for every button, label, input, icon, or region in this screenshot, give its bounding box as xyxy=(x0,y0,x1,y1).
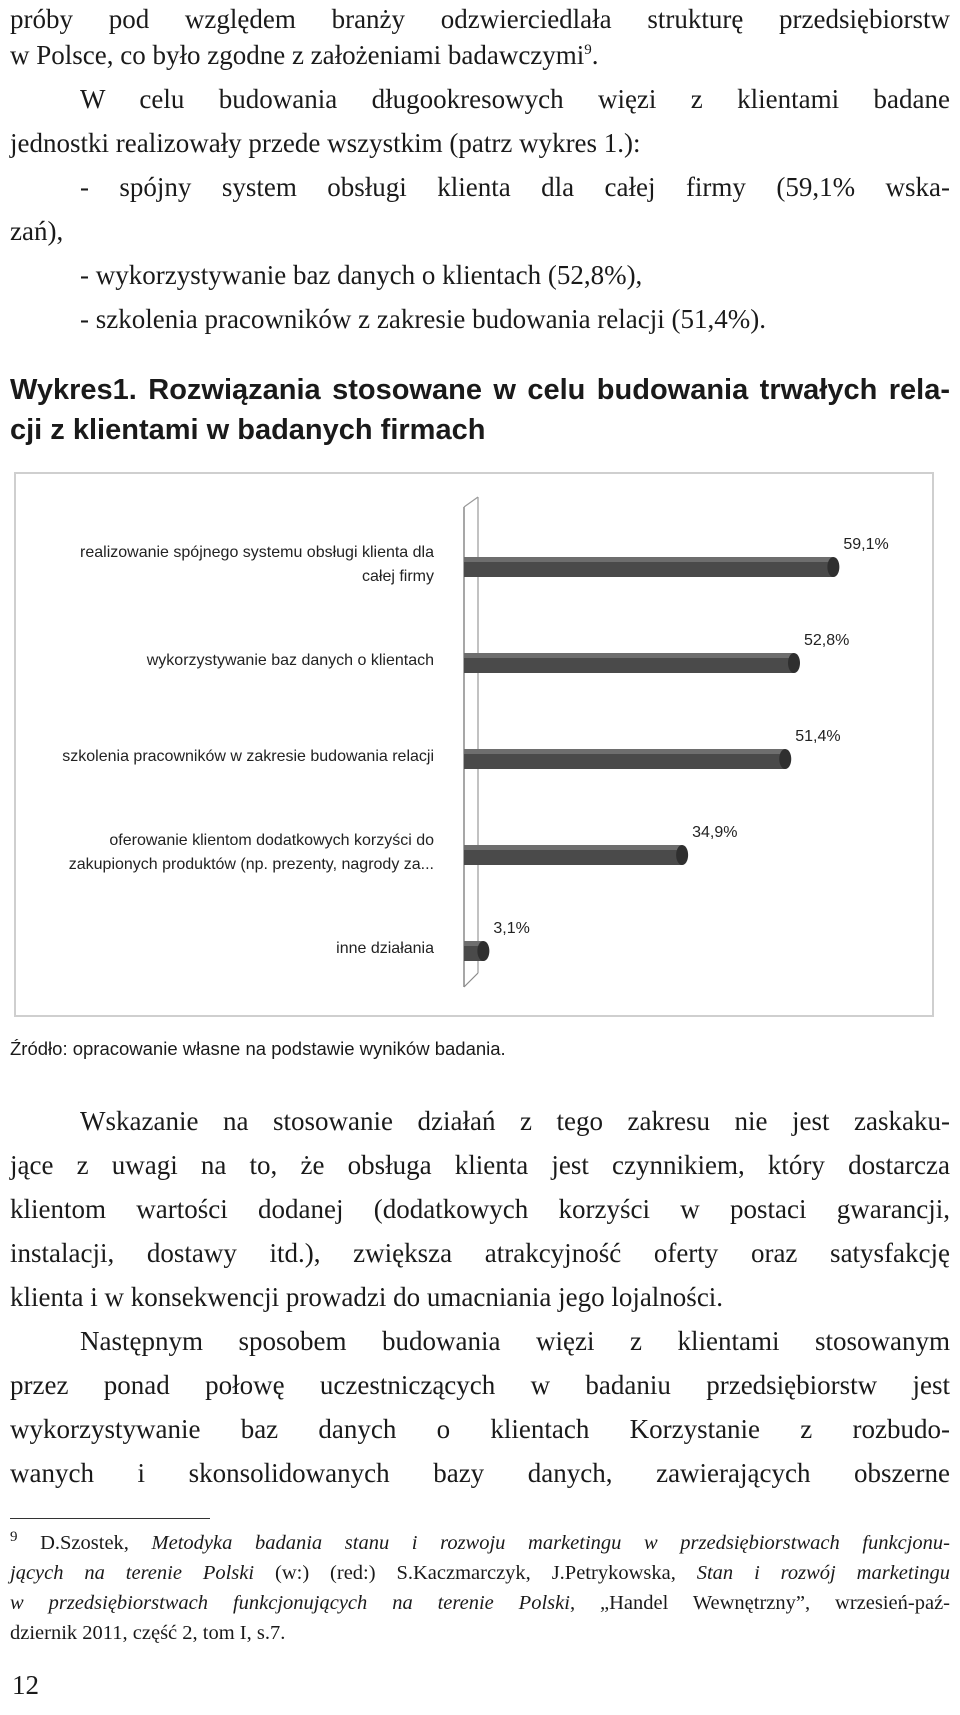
bar-end-cap xyxy=(676,845,688,865)
footnote-line xyxy=(10,1558,950,1588)
data-label: 34,9% xyxy=(692,824,738,841)
paragraph-line: jące z uwagi na to, że obsługa klienta jest czynnikiem, który dostarcza xyxy=(10,1150,950,1180)
bar-highlight xyxy=(464,557,833,562)
paragraph-line xyxy=(10,38,599,72)
paragraph-line: Wskazanie na stosowanie działań z tego zakresu nie jest zaskaku- xyxy=(80,1106,950,1136)
data-label: 59,1% xyxy=(843,536,889,553)
footnote-text: , „Handel Wewnętrzny”, wrzesień-paź- xyxy=(569,1592,950,1614)
category-label: oferowanie klientom dodatkowych korzyści do xyxy=(109,832,434,849)
footnote-title: Metodyka badania stanu i rozwoju marketingu w przedsiębiorstwach funkcjonu- xyxy=(151,1532,950,1554)
footnote-separator xyxy=(10,1518,210,1519)
category-label: całej firmy xyxy=(361,568,434,585)
paragraph-line: W celu budowania długookresowych więzi z klientami badane xyxy=(80,84,950,114)
category-label: wykorzystywanie baz danych o klientach xyxy=(146,652,434,669)
data-label: 3,1% xyxy=(493,920,530,937)
bar-highlight xyxy=(464,845,682,850)
paragraph-line: wanych i skonsolidowanych bazy danych, zawierających obszerne xyxy=(10,1458,950,1488)
category-label: realizowanie spójnego systemu obsługi klienta dla xyxy=(80,544,434,561)
footnote-author: D.Szostek, xyxy=(17,1532,152,1554)
footnote-line xyxy=(10,1528,950,1558)
bullet-item: - szkolenia pracowników z zakresie budowania relacji (51,4%). xyxy=(80,304,766,334)
paragraph-line: klienta i w konsekwencji prowadzi do umacniania jego lojalności. xyxy=(10,1282,724,1312)
bar-chart xyxy=(14,472,934,1017)
footnote xyxy=(10,1528,950,1648)
footnote-number: 9 xyxy=(10,1529,18,1546)
category-label: szkolenia pracowników w zakresie budowania relacji xyxy=(62,748,434,765)
caption-line: Wykres1. Rozwiązania stosowane w celu budowania trwałych rela- xyxy=(10,374,950,406)
text: w Polsce, co było zgodne z założeniami badawczymi xyxy=(10,40,585,70)
data-label: 52,8% xyxy=(804,632,850,649)
bar-end-cap xyxy=(477,941,489,961)
paragraph-line: Następnym sposobem budowania więzi z klientami stosowanym xyxy=(80,1326,950,1356)
footnote-title: Stan i rozwój marketingu xyxy=(696,1562,951,1584)
page-number: 12 xyxy=(12,1670,39,1700)
footnote-title: w przedsiębiorstwach funkcjonujących na terenie Polski xyxy=(10,1592,570,1614)
text: . xyxy=(591,40,599,70)
bar-end-cap xyxy=(779,749,791,769)
bullet-item: - wykorzystywanie baz danych o klientach (52,8%), xyxy=(80,260,643,290)
footnote-line: dziernik 2011, część 2, tom I, s.7. xyxy=(10,1622,286,1644)
bar-end-cap xyxy=(827,557,839,577)
paragraph-line: instalacji, dostawy itd.), zwiększa atrakcyjność oferty oraz satysfakcję xyxy=(10,1238,950,1268)
footnote-ref[interactable]: 9 xyxy=(584,42,592,58)
bar-highlight xyxy=(464,653,794,658)
paragraph-line: przez ponad połowę uczestniczących w badaniu przedsiębiorstw jest xyxy=(10,1370,950,1400)
footnote-title: jących na terenie Polski xyxy=(10,1562,255,1584)
paragraph-line: jednostki realizowały przede wszystkim (patrz wykres 1.): xyxy=(10,128,641,158)
footnote-text: (w:) (red:) S.Kaczmarczyk, J.Petrykowska, xyxy=(254,1562,697,1584)
paragraph-line: klientom wartości dodanej (dodatkowych korzyści w postaci gwarancji, xyxy=(10,1194,950,1224)
caption-line: cji z klientami w badanych firmach xyxy=(10,414,486,446)
category-label: inne działania xyxy=(336,940,434,957)
bar-highlight xyxy=(464,749,785,754)
paragraph-line: próby pod względem branży odzwierciedlała strukturę przedsiębiorstw xyxy=(10,4,950,34)
bullet-item-continuation: zań), xyxy=(10,216,64,246)
category-label: zakupionych produktów (np. prezenty, nagrody za... xyxy=(68,856,434,873)
paragraph-line: wykorzystywanie baz danych o klientach Korzystanie z rozbudo- xyxy=(10,1414,950,1444)
bar-end-cap xyxy=(788,653,800,673)
bullet-item: - spójny system obsługi klienta dla całej firmy (59,1% wska- xyxy=(80,172,950,202)
figure-caption xyxy=(10,370,950,450)
data-label: 51,4% xyxy=(795,728,841,745)
footnote-line xyxy=(10,1588,950,1618)
figure-source: Źródło: opracowanie własne na podstawie wyników badania. xyxy=(10,1038,506,1059)
